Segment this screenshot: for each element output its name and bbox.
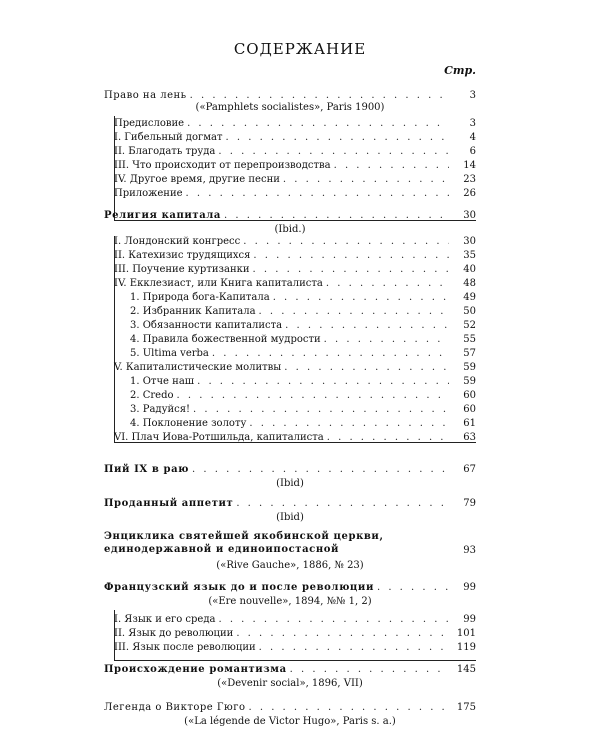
- toc-subitem: 4. Правила божественной мудрости . . . 55: [130, 332, 476, 346]
- page-number: 3: [469, 90, 476, 101]
- toc-subitem: 1. Отче наш . . . 59: [130, 374, 476, 388]
- toc-item: IV. Другое время, другие песни . . . 23: [114, 172, 476, 186]
- toc-subitem: 2. Credo . . . 60: [130, 388, 476, 402]
- toc-item: Предисловие . . . 3: [114, 116, 476, 130]
- toc-source: (Ibid.): [274, 224, 306, 235]
- toc-item: III. Язык после революции . . . 119: [114, 640, 476, 654]
- toc-item: IV. Екклезиаст, или Книга капиталиста . . . 48: [114, 276, 476, 290]
- page-column-header: Стр.: [444, 64, 476, 77]
- toc-section-title: Пий IX в раю . . . 67: [104, 462, 476, 476]
- toc-item: II. Катехизис трудящихся . . . 35: [114, 248, 476, 262]
- toc-source: («La légende de Victor Hugo», Paris s. a.): [184, 716, 396, 727]
- toc-item: II. Язык до революции . . . 101: [114, 626, 476, 640]
- toc-subitem: 5. Ultima verba . . . 57: [130, 346, 476, 360]
- toc-source: («Devenir social», 1896, VII): [217, 678, 363, 689]
- toc-subitem: 3. Обязанности капиталиста . . . 52: [130, 318, 476, 332]
- toc-item: III. Поучение куртизанки . . . 40: [114, 262, 476, 276]
- page-title: СОДЕРЖАНИЕ: [233, 40, 367, 58]
- toc-subitem: 4. Поклонение золоту . . . 61: [130, 416, 476, 430]
- toc-source: (Ibid): [276, 478, 304, 489]
- toc-section-title: Энциклика святейшей якобинской церкви, единодержавной и единоипостасной 93: [104, 531, 476, 556]
- toc-section-title: Право на лень . . . 3: [104, 88, 476, 102]
- toc-source: («Ere nouvelle», 1894, №№ 1, 2): [208, 596, 372, 607]
- toc-item: Приложение . . . 26: [114, 186, 476, 200]
- toc-source: («Pamphlets socialistes», Paris 1900): [195, 102, 385, 113]
- toc-section-title: Легенда о Викторе Гюго . . . 175: [104, 700, 476, 714]
- toc-subitem: 2. Избранник Капитала . . . 50: [130, 304, 476, 318]
- toc-item: I. Гибельный догмат . . . 4: [114, 130, 476, 144]
- toc-item: I. Лондонский конгресс . . . 30: [114, 234, 476, 248]
- toc-section-title: Происхождение романтизма . . . 145: [104, 662, 476, 676]
- toc-item: V. Капиталистические молитвы . . . 59: [114, 360, 476, 374]
- toc-source: (Ibid): [276, 512, 304, 523]
- toc-section-title: Французский язык до и после революции . . . 99: [104, 580, 476, 594]
- toc-item: I. Язык и его среда . . . 99: [114, 612, 476, 626]
- toc-section-title: Проданный аппетит . . . 79: [104, 496, 476, 510]
- toc-section-title: Религия капитала . . . 30: [104, 208, 476, 222]
- toc-item: VI. Плач Иова-Ротшильда, капиталиста . . . 63: [114, 430, 476, 444]
- toc-item: III. Что происходит от перепроизводства . . . 14: [114, 158, 476, 172]
- toc-source: («Rive Gauche», 1886, № 23): [216, 560, 364, 571]
- toc-item: II. Благодать труда . . . 6: [114, 144, 476, 158]
- toc-subitem: 1. Природа бога-Капитала . . . 49: [130, 290, 476, 304]
- page-number: 93: [463, 545, 476, 556]
- toc-subitem: 3. Радуйся! . . . 60: [130, 402, 476, 416]
